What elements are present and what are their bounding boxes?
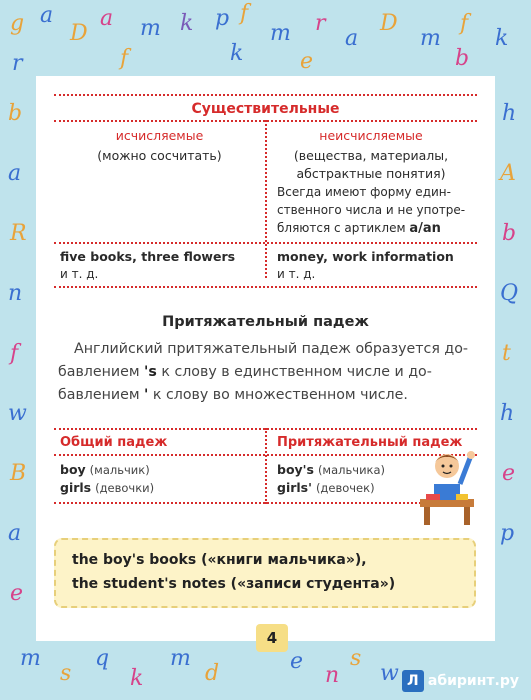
word-girls-possessive: girls': [277, 480, 312, 495]
ending-apostrophe-s: 's: [144, 364, 157, 380]
uncountable-note-line2: абстрактные понятия): [296, 166, 446, 181]
svg-text:D: D: [380, 11, 398, 36]
svg-text:m: m: [170, 646, 191, 671]
svg-text:q: q: [95, 646, 110, 671]
svg-text:r: r: [12, 51, 23, 76]
articles-a-an: a/an: [409, 221, 441, 236]
svg-text:m: m: [270, 21, 291, 46]
possessive-paragraph: [58, 338, 470, 407]
table-top-border: [54, 94, 477, 96]
svg-text:B: B: [10, 461, 27, 486]
svg-text:b: b: [502, 221, 517, 246]
uncountable-etc: и т. д.: [277, 267, 316, 281]
svg-text:h: h: [502, 101, 517, 126]
countable-note: (можно сосчитать): [97, 148, 222, 163]
svg-text:f: f: [240, 1, 249, 26]
svg-text:r: r: [315, 11, 326, 36]
svg-text:a: a: [40, 3, 54, 28]
svg-text:k: k: [180, 11, 194, 36]
svg-text:e: e: [10, 581, 24, 606]
nouns-table-title: Существительные: [191, 101, 340, 117]
translation-girls: (девочки): [95, 481, 155, 495]
uncountable-rule-line2: ственного числа и не употре-: [277, 203, 466, 217]
svg-text:a: a: [345, 26, 359, 51]
svg-text:b: b: [455, 46, 470, 71]
uncountable-rule-line1: Всегда имеют форму един-: [277, 185, 451, 199]
countable-example: five books, three flowers: [60, 249, 236, 264]
paragraph-line2: [58, 361, 470, 384]
textbook-page: [36, 76, 495, 647]
svg-text:m: m: [420, 26, 441, 51]
svg-text:n: n: [325, 663, 340, 688]
possessive-row-girls: [277, 480, 375, 495]
page-number: 4: [256, 624, 288, 652]
svg-text:A: A: [500, 161, 516, 186]
labirint-watermark-text: абиринт.ру: [427, 673, 519, 689]
svg-text:a: a: [100, 6, 114, 31]
word-girls: girls: [60, 480, 92, 495]
uncountable-example: money, work information: [277, 249, 454, 264]
svg-text:b: b: [8, 101, 23, 126]
possessive-row-boy: [277, 462, 385, 477]
word-boy: boy: [60, 462, 86, 477]
common-case-heading: Общий падеж: [60, 435, 168, 450]
table-column-divider: [265, 120, 267, 278]
svg-text:f: f: [10, 341, 19, 366]
svg-text:k: k: [495, 26, 509, 51]
translation-boy: (мальчик): [89, 463, 150, 477]
svg-text:k: k: [130, 666, 144, 691]
labirint-logo-icon: Л: [402, 670, 424, 692]
svg-text:h: h: [500, 401, 515, 426]
case-table-header-divider: [54, 454, 477, 456]
svg-text:t: t: [502, 341, 511, 366]
ending-apostrophe: ': [144, 387, 149, 403]
countable-etc: и т. д.: [60, 267, 99, 281]
example-line2: the student's notes («записи студента»): [72, 576, 396, 592]
svg-text:f: f: [460, 11, 469, 36]
countable-heading: исчисляемые: [115, 128, 204, 143]
labirint-watermark: [402, 670, 519, 692]
common-row-girls: [60, 480, 154, 495]
case-table-column-divider: [265, 428, 267, 504]
svg-text:a: a: [8, 161, 22, 186]
svg-text:d: d: [205, 661, 220, 686]
svg-text:w: w: [8, 401, 27, 426]
paragraph-line3-a: бавлением: [58, 387, 140, 403]
svg-text:p: p: [215, 6, 230, 31]
uncountable-rule-line3: [277, 221, 441, 236]
uncountable-heading: неисчисляемые: [319, 128, 423, 143]
svg-text:R: R: [10, 221, 27, 246]
paragraph-line2-a: бавлением: [58, 364, 140, 380]
paragraph-line3: [58, 384, 470, 407]
case-table-bottom-border: [54, 502, 425, 504]
svg-text:f: f: [120, 46, 129, 71]
svg-text:e: e: [300, 49, 314, 74]
translation-girls-possessive: (девочек): [315, 481, 375, 495]
svg-text:k: k: [230, 41, 244, 66]
svg-text:e: e: [502, 461, 516, 486]
svg-text:D: D: [70, 21, 88, 46]
table-row-divider: [54, 242, 477, 244]
uncountable-rule-line3-text: бляются с артиклем: [277, 221, 406, 235]
translation-boys-possessive: (мальчика): [317, 463, 386, 477]
svg-text:m: m: [140, 16, 161, 41]
example-line1: the boy's books («книги мальчика»),: [72, 552, 367, 568]
svg-text:p: p: [500, 521, 515, 546]
possessive-title: Притяжательный падеж: [162, 314, 369, 330]
examples-callout: [54, 538, 476, 608]
svg-text:n: n: [8, 281, 23, 306]
paragraph-line3-c: к слову во множественном числе.: [152, 387, 408, 403]
paragraph-line2-c: к слову в единственном числе и до-: [161, 364, 432, 380]
table-bottom-border: [54, 286, 477, 288]
svg-text:e: e: [290, 649, 304, 674]
word-boys-possessive: boy's: [277, 462, 314, 477]
svg-text:Q: Q: [500, 281, 519, 306]
boy-at-desk-illustration: [416, 444, 478, 526]
svg-text:w: w: [380, 661, 399, 686]
common-row-boy: [60, 462, 150, 477]
svg-text:a: a: [8, 521, 22, 546]
svg-text:g: g: [10, 11, 25, 36]
possessive-case-heading: Притяжательный падеж: [277, 435, 463, 450]
svg-text:s: s: [350, 646, 362, 671]
svg-text:s: s: [60, 661, 72, 686]
uncountable-note-line1: (вещества, материалы,: [293, 148, 449, 163]
paragraph-line1: Английский притяжательный падеж образуется до-: [74, 341, 468, 357]
svg-text:m: m: [20, 646, 41, 671]
